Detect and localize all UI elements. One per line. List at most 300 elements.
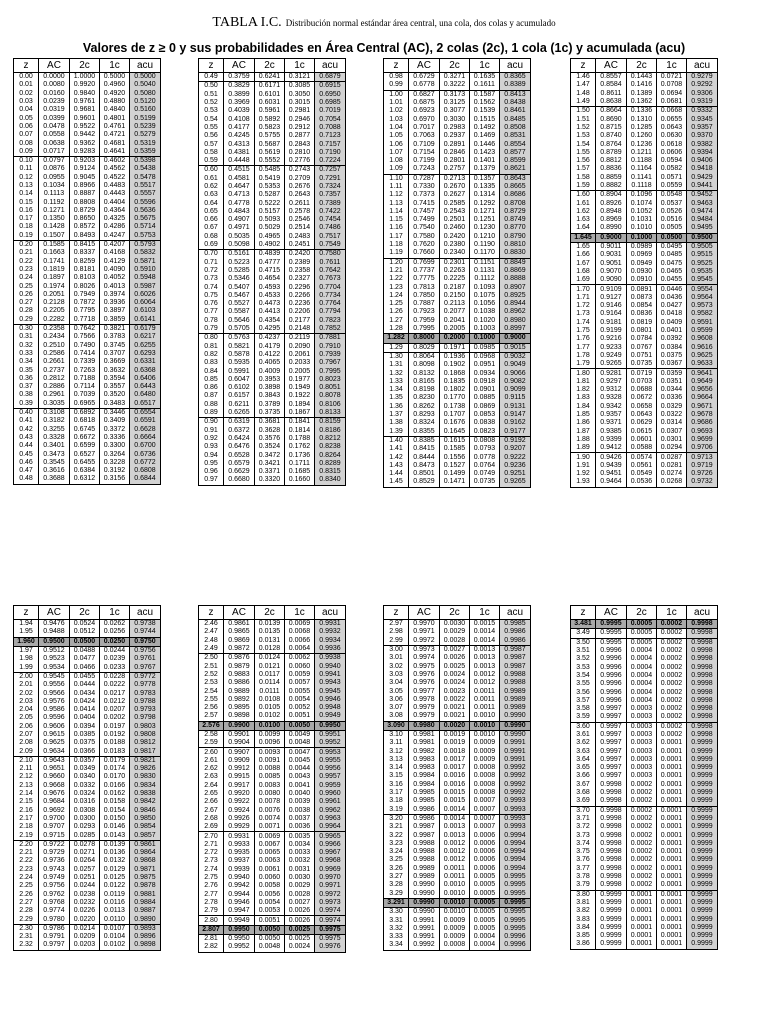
table-row [14, 342, 161, 350]
ac-value: 0.9912 [224, 765, 255, 773]
table-row [199, 765, 346, 773]
ac-value: 0.1741 [39, 258, 70, 266]
z-value: 1.71 [571, 294, 596, 302]
z-value: 3.05 [384, 687, 409, 695]
table-row [199, 712, 346, 721]
acu-value: 0.5714 [130, 223, 161, 231]
table-row [384, 445, 531, 453]
table-row [384, 361, 531, 369]
z-value: 1.38 [384, 419, 409, 427]
one-tail-value: 0.0571 [657, 174, 687, 182]
z-value: 2.77 [199, 891, 224, 899]
table-row [384, 470, 531, 478]
two-tail-value: 0.9601 [70, 114, 100, 122]
one-tail-value: 0.0222 [100, 681, 130, 689]
two-tail-value: 0.0002 [627, 873, 657, 881]
z-value: 0.27 [14, 299, 39, 307]
column-header: 2c [255, 606, 285, 620]
table-row [199, 443, 346, 451]
table-row [14, 442, 161, 450]
acu-value: 0.6103 [130, 307, 161, 315]
acu-value: 0.9726 [687, 470, 718, 478]
acu-value: 0.9625 [687, 352, 718, 360]
table-row [384, 704, 531, 712]
z-value: 3.25 [384, 856, 409, 864]
z-value: 1.24 [384, 292, 409, 300]
acu-value: 0.9706 [687, 444, 718, 453]
z-value: 2.07 [14, 731, 39, 739]
acu-value: 0.6879 [315, 73, 346, 82]
acu-value: 0.9998 [687, 672, 718, 680]
two-tail-value: 0.0601 [627, 436, 657, 444]
z-value: 1.72 [571, 302, 596, 310]
z-value: 1.53 [571, 132, 596, 140]
table-row [199, 392, 346, 400]
table-row [14, 106, 161, 114]
ac-value: 0.9625 [39, 739, 70, 747]
z-value: 0.51 [199, 91, 224, 99]
table-row [384, 325, 531, 334]
two-tail-value: 0.0026 [440, 654, 470, 662]
ac-value: 0.3688 [39, 475, 70, 484]
two-tail-value: 0.1738 [440, 403, 470, 411]
ac-value: 0.0876 [39, 165, 70, 173]
z-value: 0.64 [199, 199, 224, 207]
table-description: Distribución normal estándar área central, una cola, dos colas y acumulado [285, 18, 556, 28]
table-row [571, 444, 718, 453]
acu-value: 0.9998 [687, 655, 718, 663]
two-tail-value: 0.0102 [255, 712, 285, 721]
table-row [571, 182, 718, 191]
two-tail-value: 0.0001 [627, 899, 657, 907]
one-tail-value: 0.4761 [100, 123, 130, 131]
one-tail-value: 0.1841 [285, 418, 315, 427]
one-tail-value: 0.3520 [100, 391, 130, 399]
table-row [14, 266, 161, 274]
two-tail-value: 0.2713 [440, 174, 470, 183]
two-tail-value: 0.0002 [627, 823, 657, 831]
one-tail-value: 0.0025 [285, 934, 315, 943]
two-tail-value: 0.0004 [627, 655, 657, 663]
two-tail-value: 0.0003 [627, 739, 657, 747]
acu-value: 0.8577 [500, 149, 531, 157]
one-tail-value: 0.0004 [470, 933, 500, 941]
table-row [571, 647, 718, 655]
one-tail-value: 0.0009 [470, 756, 500, 764]
two-tail-value: 0.7566 [70, 333, 100, 341]
acu-value: 0.6179 [130, 324, 161, 333]
acu-value: 0.6844 [130, 475, 161, 484]
acu-value: 0.9535 [687, 268, 718, 276]
table-row [199, 91, 346, 99]
acu-value: 0.7389 [315, 199, 346, 207]
z-value: 1.82 [571, 386, 596, 394]
acu-value: 0.9999 [687, 899, 718, 907]
z-value: 1.92 [571, 470, 596, 478]
ac-value: 0.9992 [409, 941, 440, 950]
two-tail-value: 0.0002 [627, 789, 657, 797]
two-tail-value: 0.3222 [440, 81, 470, 90]
acu-value: 0.9992 [500, 789, 531, 797]
ac-value: 0.8882 [596, 182, 627, 191]
z-value: 1.31 [384, 361, 409, 369]
one-tail-value: 0.0559 [657, 182, 687, 191]
ac-value: 0.9983 [409, 756, 440, 764]
one-tail-value: 0.0618 [657, 140, 687, 148]
acu-value: 0.7939 [315, 351, 346, 359]
table-row [14, 782, 161, 790]
table-row [571, 369, 718, 378]
one-tail-value: 0.3745 [100, 342, 130, 350]
ac-value: 0.8740 [596, 132, 627, 140]
table-row [199, 199, 346, 207]
one-tail-value: 0.2296 [285, 283, 315, 291]
z-value: 1.76 [571, 335, 596, 343]
acu-value: 0.9999 [687, 890, 718, 899]
z-value: 3.54 [571, 672, 596, 680]
table-row [571, 873, 718, 881]
table-row [384, 300, 531, 308]
two-tail-value: 0.0005 [627, 620, 657, 629]
table-row [384, 317, 531, 325]
z-value: 1.84 [571, 403, 596, 411]
acu-value: 0.9998 [687, 688, 718, 696]
two-tail-value: 0.1499 [440, 470, 470, 478]
acu-value: 0.8238 [315, 443, 346, 451]
acu-value: 0.9999 [687, 865, 718, 873]
acu-value: 0.9999 [687, 823, 718, 831]
two-tail-value: 0.6241 [255, 73, 285, 82]
table-row [14, 857, 161, 865]
table-row [384, 386, 531, 394]
table-row [199, 208, 346, 216]
ac-value: 0.8385 [409, 436, 440, 445]
one-tail-value: 0.1314 [470, 191, 500, 199]
acu-value: 0.9319 [687, 98, 718, 107]
acu-value: 0.8810 [500, 241, 531, 249]
acu-value: 0.9994 [500, 865, 531, 873]
two-tail-value: 0.1802 [440, 386, 470, 394]
table-row [384, 873, 531, 881]
table-row [571, 713, 718, 722]
two-tail-value: 0.0203 [70, 941, 100, 950]
acu-value: 0.9878 [130, 882, 161, 890]
column-header: AC [39, 59, 70, 73]
one-tail-value: 0.1000 [470, 334, 500, 343]
ac-value: 0.9586 [39, 706, 70, 714]
column-header: AC [409, 606, 440, 620]
two-tail-value: 0.4715 [255, 267, 285, 275]
z-value: 0.47 [14, 467, 39, 475]
ac-value: 0.4448 [224, 157, 255, 166]
z-value: 1.05 [384, 132, 409, 140]
column-header: 1c [657, 606, 687, 620]
table-row [384, 132, 531, 140]
table-row [14, 620, 161, 629]
acu-value: 0.5000 [130, 73, 161, 82]
two-tail-value: 0.1310 [627, 115, 657, 123]
ac-value: 0.7154 [409, 149, 440, 157]
one-tail-value: 0.2514 [285, 224, 315, 232]
acu-value: 0.8830 [500, 249, 531, 258]
ac-value: 0.1271 [39, 207, 70, 215]
one-tail-value: 0.0007 [470, 797, 500, 805]
one-tail-value: 0.0001 [657, 856, 687, 864]
one-tail-value: 0.1335 [470, 183, 500, 191]
z-value: 3.62 [571, 739, 596, 747]
one-tail-value: 0.3859 [100, 316, 130, 325]
acu-value: 0.9962 [315, 807, 346, 815]
table-row [14, 891, 161, 899]
column-header: z [199, 606, 224, 620]
table-row [199, 857, 346, 865]
z-value: 2.32 [14, 941, 39, 950]
table-row [384, 848, 531, 856]
one-tail-value: 0.1056 [470, 300, 500, 308]
acu-value: 0.9292 [687, 81, 718, 89]
one-tail-value: 0.0012 [470, 679, 500, 687]
z-value: 2.72 [199, 849, 224, 857]
table-row [384, 157, 531, 165]
z-value: 2.03 [14, 698, 39, 706]
acu-value: 0.9999 [687, 764, 718, 772]
acu-value: 0.9750 [130, 637, 161, 646]
table-row [14, 706, 161, 714]
one-tail-value: 0.0005 [470, 881, 500, 889]
two-tail-value: 0.0027 [440, 645, 470, 654]
ac-value: 0.9889 [224, 687, 255, 695]
two-tail-value: 0.2005 [440, 325, 470, 334]
acu-value: 0.9817 [130, 747, 161, 756]
ac-value: 0.5035 [224, 233, 255, 241]
ac-value: 0.9634 [39, 747, 70, 756]
one-tail-value: 0.4286 [100, 223, 130, 231]
two-tail-value: 0.0488 [70, 646, 100, 655]
acu-value: 0.8997 [500, 325, 531, 334]
one-tail-value: 0.0009 [470, 739, 500, 747]
one-tail-value: 0.2483 [285, 233, 315, 241]
table-row [199, 460, 346, 468]
two-tail-value: 0.1010 [627, 224, 657, 233]
table-row [571, 327, 718, 335]
one-tail-value: 0.1685 [285, 468, 315, 476]
one-tail-value: 0.0013 [470, 662, 500, 670]
one-tail-value: 0.3050 [285, 91, 315, 99]
acu-value: 0.9994 [500, 831, 531, 839]
one-tail-value: 0.0069 [285, 620, 315, 629]
table-row [14, 408, 161, 417]
one-tail-value: 0.0125 [100, 874, 130, 882]
acu-value: 0.9945 [315, 687, 346, 695]
column-header: 1c [285, 606, 315, 620]
ac-value: 0.9342 [596, 403, 627, 411]
one-tail-value: 0.0008 [470, 789, 500, 797]
table-row [384, 308, 531, 316]
acu-value: 0.9999 [687, 781, 718, 789]
ac-value: 0.9998 [596, 831, 627, 839]
z-value: 1.32 [384, 369, 409, 377]
two-tail-value: 0.8181 [70, 266, 100, 274]
acu-value: 0.8599 [500, 157, 531, 165]
table-row [571, 620, 718, 629]
one-tail-value: 0.3264 [100, 450, 130, 458]
ac-value: 0.7850 [409, 292, 440, 300]
one-tail-value: 0.0516 [657, 216, 687, 224]
z-value: 1.86 [571, 419, 596, 427]
one-tail-value: 0.3821 [100, 324, 130, 333]
table-row [199, 866, 346, 874]
acu-value: 0.9772 [130, 672, 161, 681]
one-tail-value: 0.0150 [100, 815, 130, 823]
ac-value: 0.9997 [596, 772, 627, 780]
acu-value: 0.9599 [687, 327, 718, 335]
ac-value: 0.5646 [224, 317, 255, 325]
one-tail-value: 0.0005 [470, 908, 500, 917]
two-tail-value: 0.0002 [627, 781, 657, 789]
two-tail-value: 0.0010 [440, 890, 470, 899]
acu-value: 0.7580 [315, 250, 346, 259]
ac-value: 0.2128 [39, 299, 70, 307]
acu-value: 0.9382 [687, 140, 718, 148]
acu-value: 0.9936 [315, 645, 346, 654]
z-value: 2.70 [199, 832, 224, 841]
ac-value: 0.6102 [224, 384, 255, 392]
one-tail-value: 0.0869 [470, 403, 500, 411]
one-tail-value: 0.0307 [657, 427, 687, 435]
ac-value: 0.9999 [596, 907, 627, 915]
acu-value: 0.8869 [500, 267, 531, 275]
one-tail-value: 0.0014 [470, 628, 500, 636]
z-value: 3.55 [571, 680, 596, 688]
two-tail-value: 0.0003 [627, 705, 657, 713]
z-value: 0.03 [14, 98, 39, 106]
z-value: 2.78 [199, 899, 224, 907]
ac-value: 0.5161 [224, 250, 255, 259]
two-tail-value: 0.5755 [255, 132, 285, 140]
one-tail-value: 0.0146 [100, 823, 130, 831]
one-tail-value: 0.0170 [100, 773, 130, 781]
two-tail-value: 0.0524 [70, 620, 100, 629]
acu-value: 0.9554 [687, 285, 718, 294]
acu-value: 0.8461 [500, 107, 531, 115]
z-value: 1.44 [384, 470, 409, 478]
acu-value: 0.8980 [500, 317, 531, 325]
table-row [571, 831, 718, 839]
acu-value: 0.9964 [315, 823, 346, 832]
z-value: 0.46 [14, 459, 39, 467]
acu-value: 0.9998 [687, 731, 718, 739]
one-tail-value: 0.0129 [100, 866, 130, 874]
two-tail-value: 0.0003 [627, 747, 657, 755]
acu-value: 0.8665 [500, 183, 531, 191]
acu-value: 0.9846 [130, 807, 161, 815]
column-header: acu [315, 606, 346, 620]
two-tail-value: 0.0574 [627, 453, 657, 462]
table-row [571, 224, 718, 233]
ac-value: 0.4971 [224, 224, 255, 232]
acu-value: 0.9999 [687, 739, 718, 747]
table-row [384, 772, 531, 780]
table-row [14, 924, 161, 933]
ac-value: 0.7017 [409, 124, 440, 132]
ac-value: 0.9523 [39, 655, 70, 663]
table-row [14, 400, 161, 409]
z-value: 3.78 [571, 873, 596, 881]
ac-value: 0.9979 [409, 712, 440, 721]
one-tail-value: 0.0001 [657, 881, 687, 890]
column-header: 1c [470, 606, 500, 620]
acu-value: 0.9988 [500, 679, 531, 687]
table-row [14, 899, 161, 907]
two-tail-value: 0.6599 [70, 442, 100, 450]
table-row [199, 183, 346, 191]
one-tail-value: 0.0197 [100, 723, 130, 731]
two-tail-value: 0.0455 [70, 672, 100, 681]
table-row [14, 655, 161, 663]
acu-value: 0.7642 [315, 267, 346, 275]
two-tail-value: 0.7642 [70, 324, 100, 333]
z-value: 0.61 [199, 175, 224, 183]
z-value: 1.60 [571, 191, 596, 200]
ac-value: 0.7887 [409, 300, 440, 308]
table-row [199, 73, 346, 82]
ac-value: 0.9545 [39, 672, 70, 681]
z-value: 1.79 [571, 360, 596, 369]
table-row [14, 316, 161, 325]
one-tail-value: 0.0010 [470, 721, 500, 730]
ac-value: 0.4843 [224, 208, 255, 216]
two-tail-value: 0.0023 [440, 687, 470, 695]
ac-value: 0.9722 [39, 840, 70, 849]
acu-value: 0.9976 [315, 943, 346, 952]
acu-value: 0.9664 [687, 394, 718, 402]
two-tail-value: 0.0117 [255, 671, 285, 679]
ac-value: 0.4581 [224, 175, 255, 183]
acu-value: 0.9991 [500, 739, 531, 747]
two-tail-value: 0.0114 [255, 679, 285, 687]
z-value: 1.57 [571, 165, 596, 173]
z-value: 1.42 [384, 453, 409, 461]
acu-value: 0.9463 [687, 199, 718, 207]
one-tail-value: 0.2451 [285, 241, 315, 250]
table-row [571, 680, 718, 688]
z-value: 3.14 [384, 764, 409, 772]
table-row [384, 216, 531, 224]
one-tail-value: 0.0031 [285, 866, 315, 874]
table-row [571, 932, 718, 940]
ac-value: 0.9281 [596, 369, 627, 378]
z-value: 3.00 [384, 645, 409, 654]
table-row [199, 739, 346, 748]
ac-value: 0.9990 [409, 898, 440, 907]
two-tail-value: 0.0332 [70, 782, 100, 790]
one-tail-value: 0.0008 [470, 772, 500, 780]
table-row [384, 654, 531, 662]
one-tail-value: 0.1611 [470, 81, 500, 90]
table-row [14, 114, 161, 122]
ac-value: 0.9950 [224, 934, 255, 943]
z-value: 1.73 [571, 310, 596, 318]
table-row [384, 99, 531, 107]
table-row [571, 233, 718, 242]
ac-value: 0.7287 [409, 174, 440, 183]
two-tail-value: 0.0002 [627, 865, 657, 873]
z-value: 3.81 [571, 899, 596, 907]
z-value: 1.67 [571, 260, 596, 268]
one-tail-value: 0.0764 [470, 462, 500, 470]
two-tail-value: 0.2937 [440, 132, 470, 140]
ac-value: 0.9512 [39, 646, 70, 655]
